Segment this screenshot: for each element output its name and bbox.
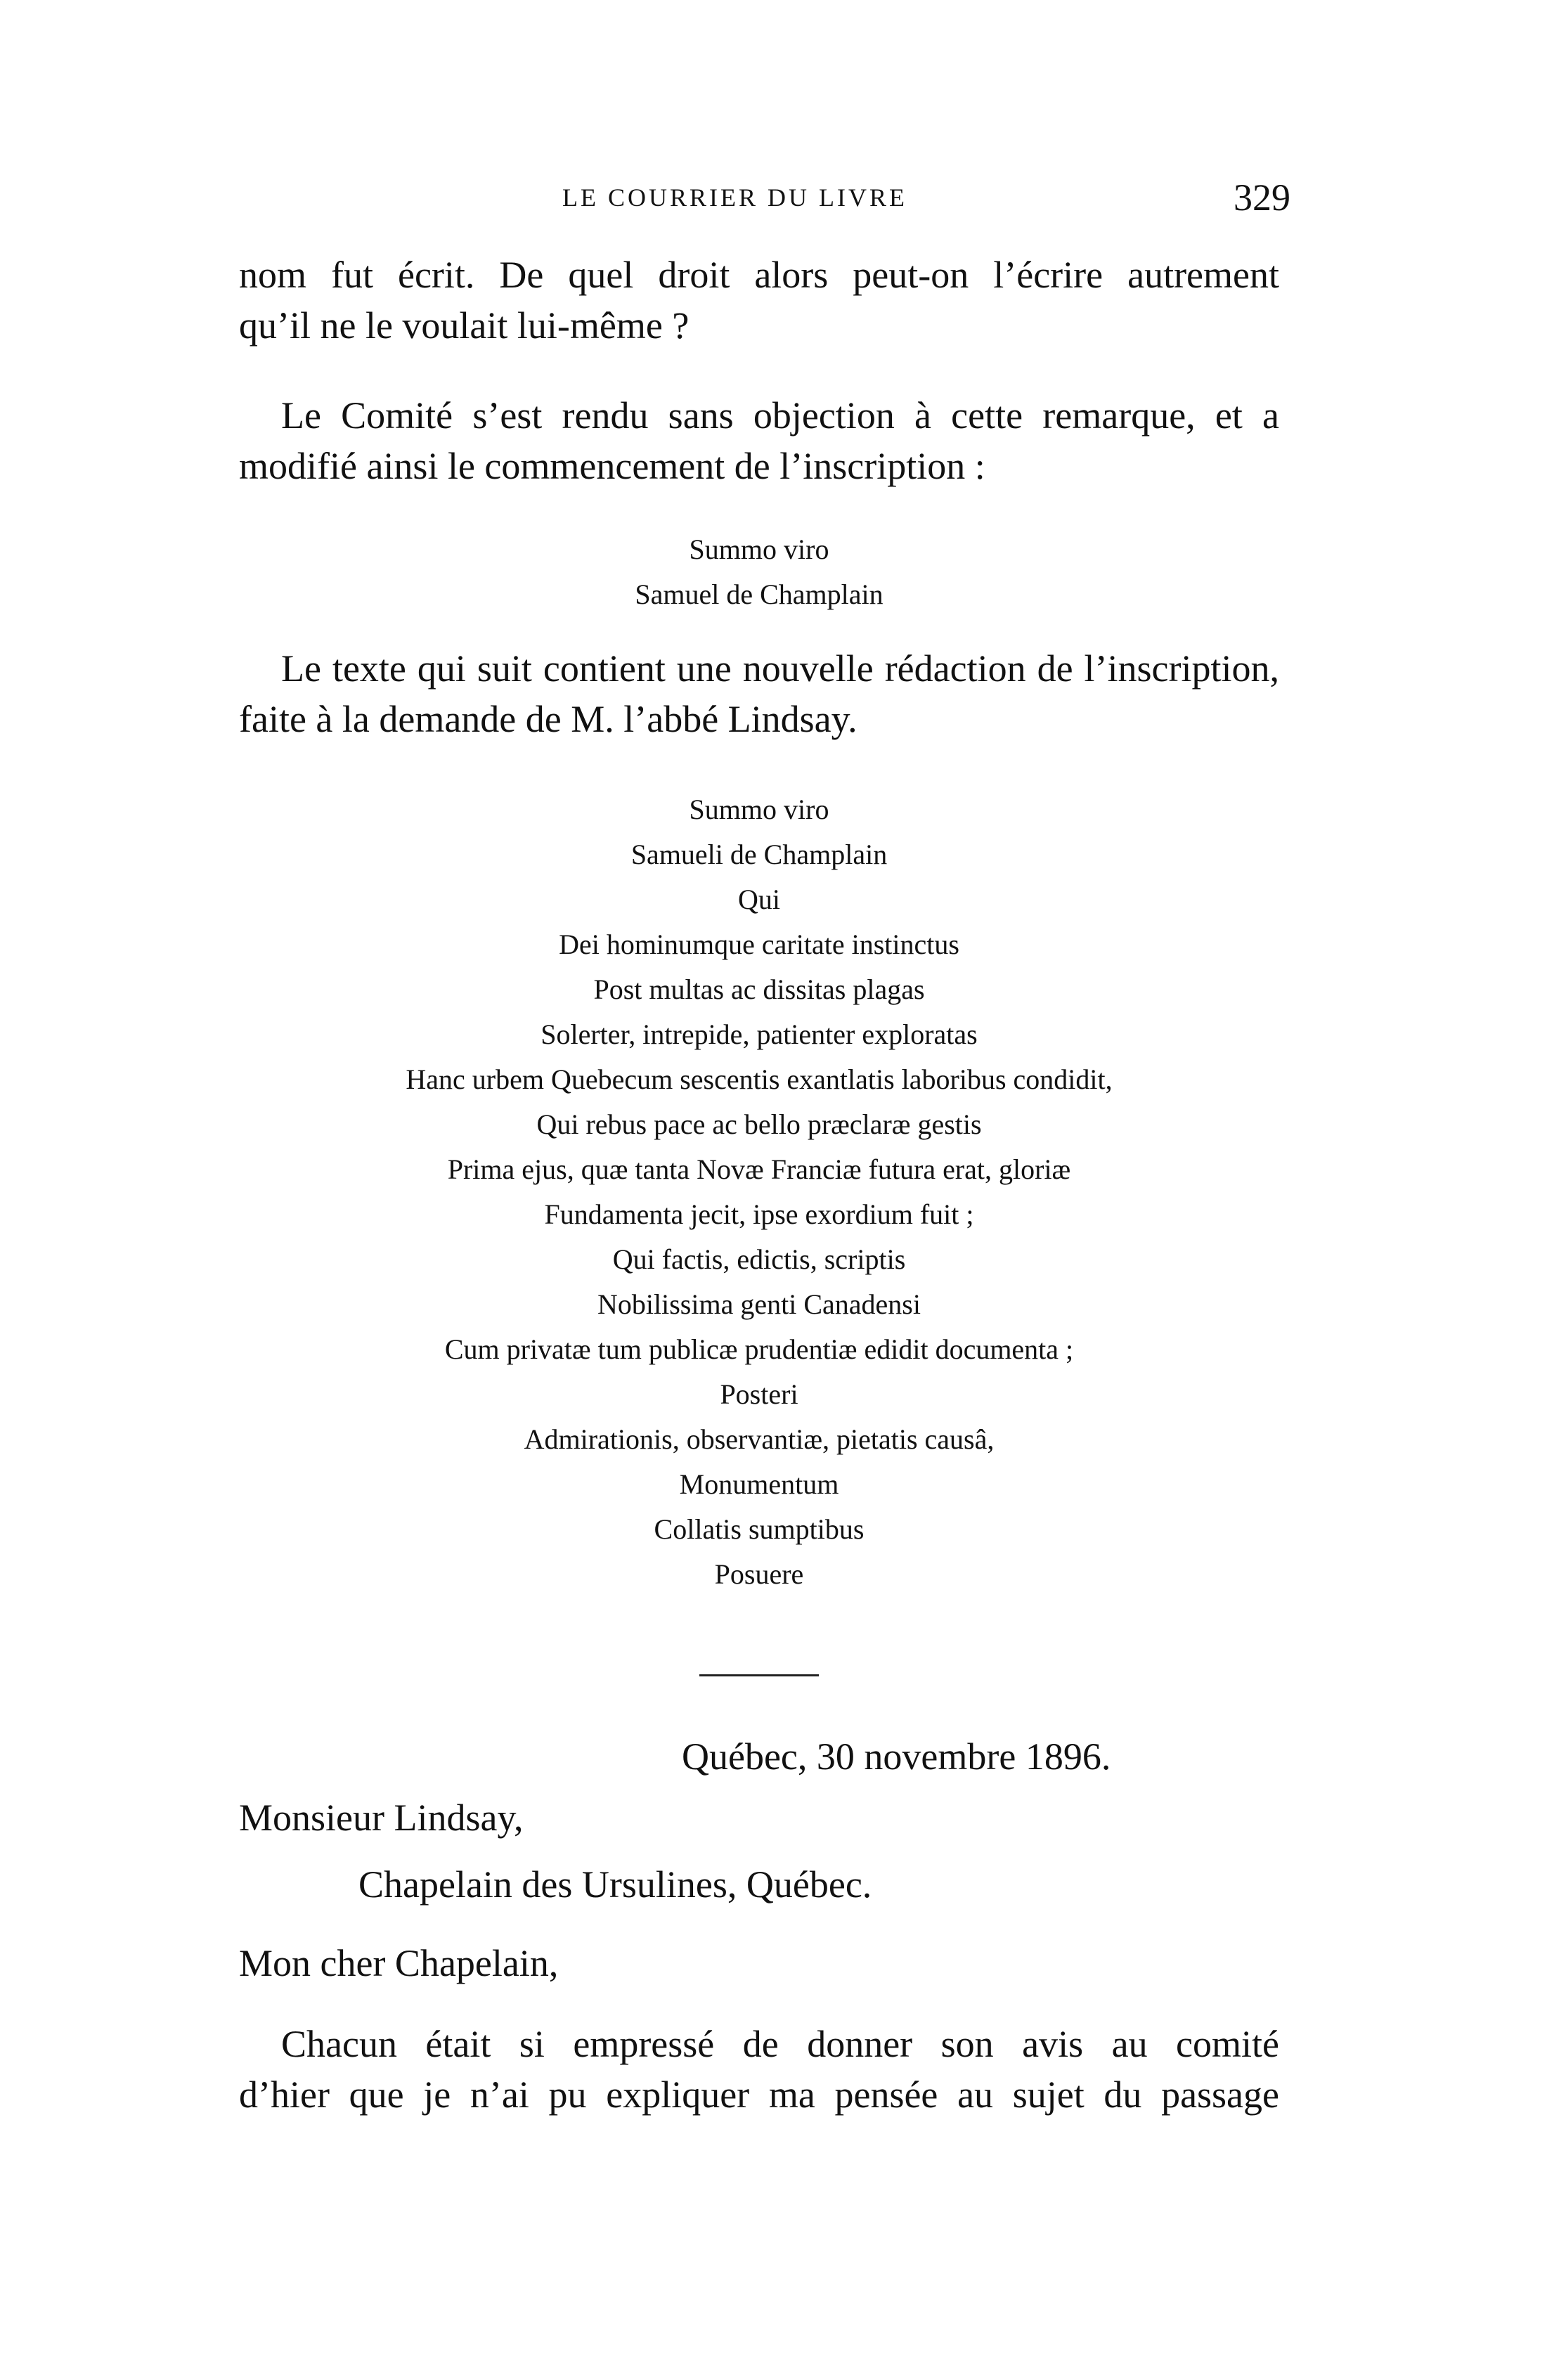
inscription-line: Summo viro bbox=[689, 794, 829, 825]
inscription-line: Monumentum bbox=[679, 1468, 839, 1500]
letter-body-line: d’hier que je n’ai pu expliquer ma pensée au sujet du passage bbox=[239, 2074, 1279, 2116]
inscription-line: Post multas ac dissitas plagas bbox=[593, 974, 925, 1005]
running-title: LE COURRIER DU LIVRE bbox=[562, 183, 907, 212]
inscription-line: Samueli de Champlain bbox=[630, 839, 888, 870]
letter-body bbox=[239, 2019, 1279, 2120]
section-divider bbox=[699, 1674, 819, 1676]
inscription-line: Qui factis, edictis, scriptis bbox=[612, 1243, 906, 1275]
inscription-line: Samuel de Champlain bbox=[635, 578, 883, 610]
letter-body-line: Chacun était si empressé de donner son avis au comité bbox=[281, 2023, 1279, 2065]
letter-addressee-title: Chapelain des Ursulines, Québec. bbox=[358, 1863, 872, 1906]
paragraph-line: nom fut écrit. De quel droit alors peut-on l’écrire autrement bbox=[239, 254, 1279, 296]
running-head bbox=[0, 176, 1547, 218]
inscription-line: Summo viro bbox=[689, 533, 829, 565]
paragraph-text: Le texte qui suit contient une nouvelle rédaction de l’inscription, faite à la demande de M. l’abbé Lindsay. bbox=[239, 647, 1279, 740]
inscription-line: Dei hominumque caritate instinctus bbox=[559, 929, 959, 960]
page-number: 329 bbox=[1234, 176, 1290, 219]
inscription-line: Hanc urbem Quebecum sescentis exantlatis laboribus condidit, bbox=[406, 1063, 1113, 1095]
inscription-line: Collatis sumptibus bbox=[654, 1513, 865, 1545]
paragraph-texte bbox=[239, 643, 1279, 744]
inscription-short bbox=[239, 527, 1279, 617]
inscription-line: Nobilissima genti Canadensi bbox=[597, 1288, 921, 1320]
inscription-line: Prima ejus, quæ tanta Novæ Franciæ futura erat, gloriæ bbox=[447, 1153, 1071, 1185]
inscription-line: Solerter, intrepide, patienter exploratas bbox=[541, 1018, 978, 1050]
inscription-line: Admirationis, observantiæ, pietatis causâ, bbox=[524, 1423, 995, 1455]
inscription-line: Fundamenta jecit, ipse exordium fuit ; bbox=[544, 1198, 974, 1230]
paragraph-comite bbox=[239, 390, 1279, 491]
paragraph-line: qu’il ne le voulait lui-même ? bbox=[239, 304, 690, 347]
paragraph-continuation bbox=[239, 250, 1279, 351]
inscription-line: Posteri bbox=[720, 1378, 798, 1410]
inscription-line: Cum privatæ tum publicæ prudentiæ edidit documenta ; bbox=[444, 1333, 1074, 1365]
letter-addressee: Monsieur Lindsay, bbox=[239, 1797, 524, 1839]
inscription-line: Posuere bbox=[714, 1558, 804, 1590]
paragraph-text: Le Comité s’est rendu sans objection à cette remarque, et a modifié ainsi le commencement de l’inscription : bbox=[239, 394, 1279, 487]
letter-salutation: Mon cher Chapelain, bbox=[239, 1942, 559, 1984]
inscription-full bbox=[239, 787, 1279, 1597]
inscription-line: Qui rebus pace ac bello præclaræ gestis bbox=[536, 1108, 982, 1140]
inscription-line: Qui bbox=[738, 884, 780, 915]
letter-dateline: Québec, 30 novembre 1896. bbox=[682, 1735, 1111, 1778]
